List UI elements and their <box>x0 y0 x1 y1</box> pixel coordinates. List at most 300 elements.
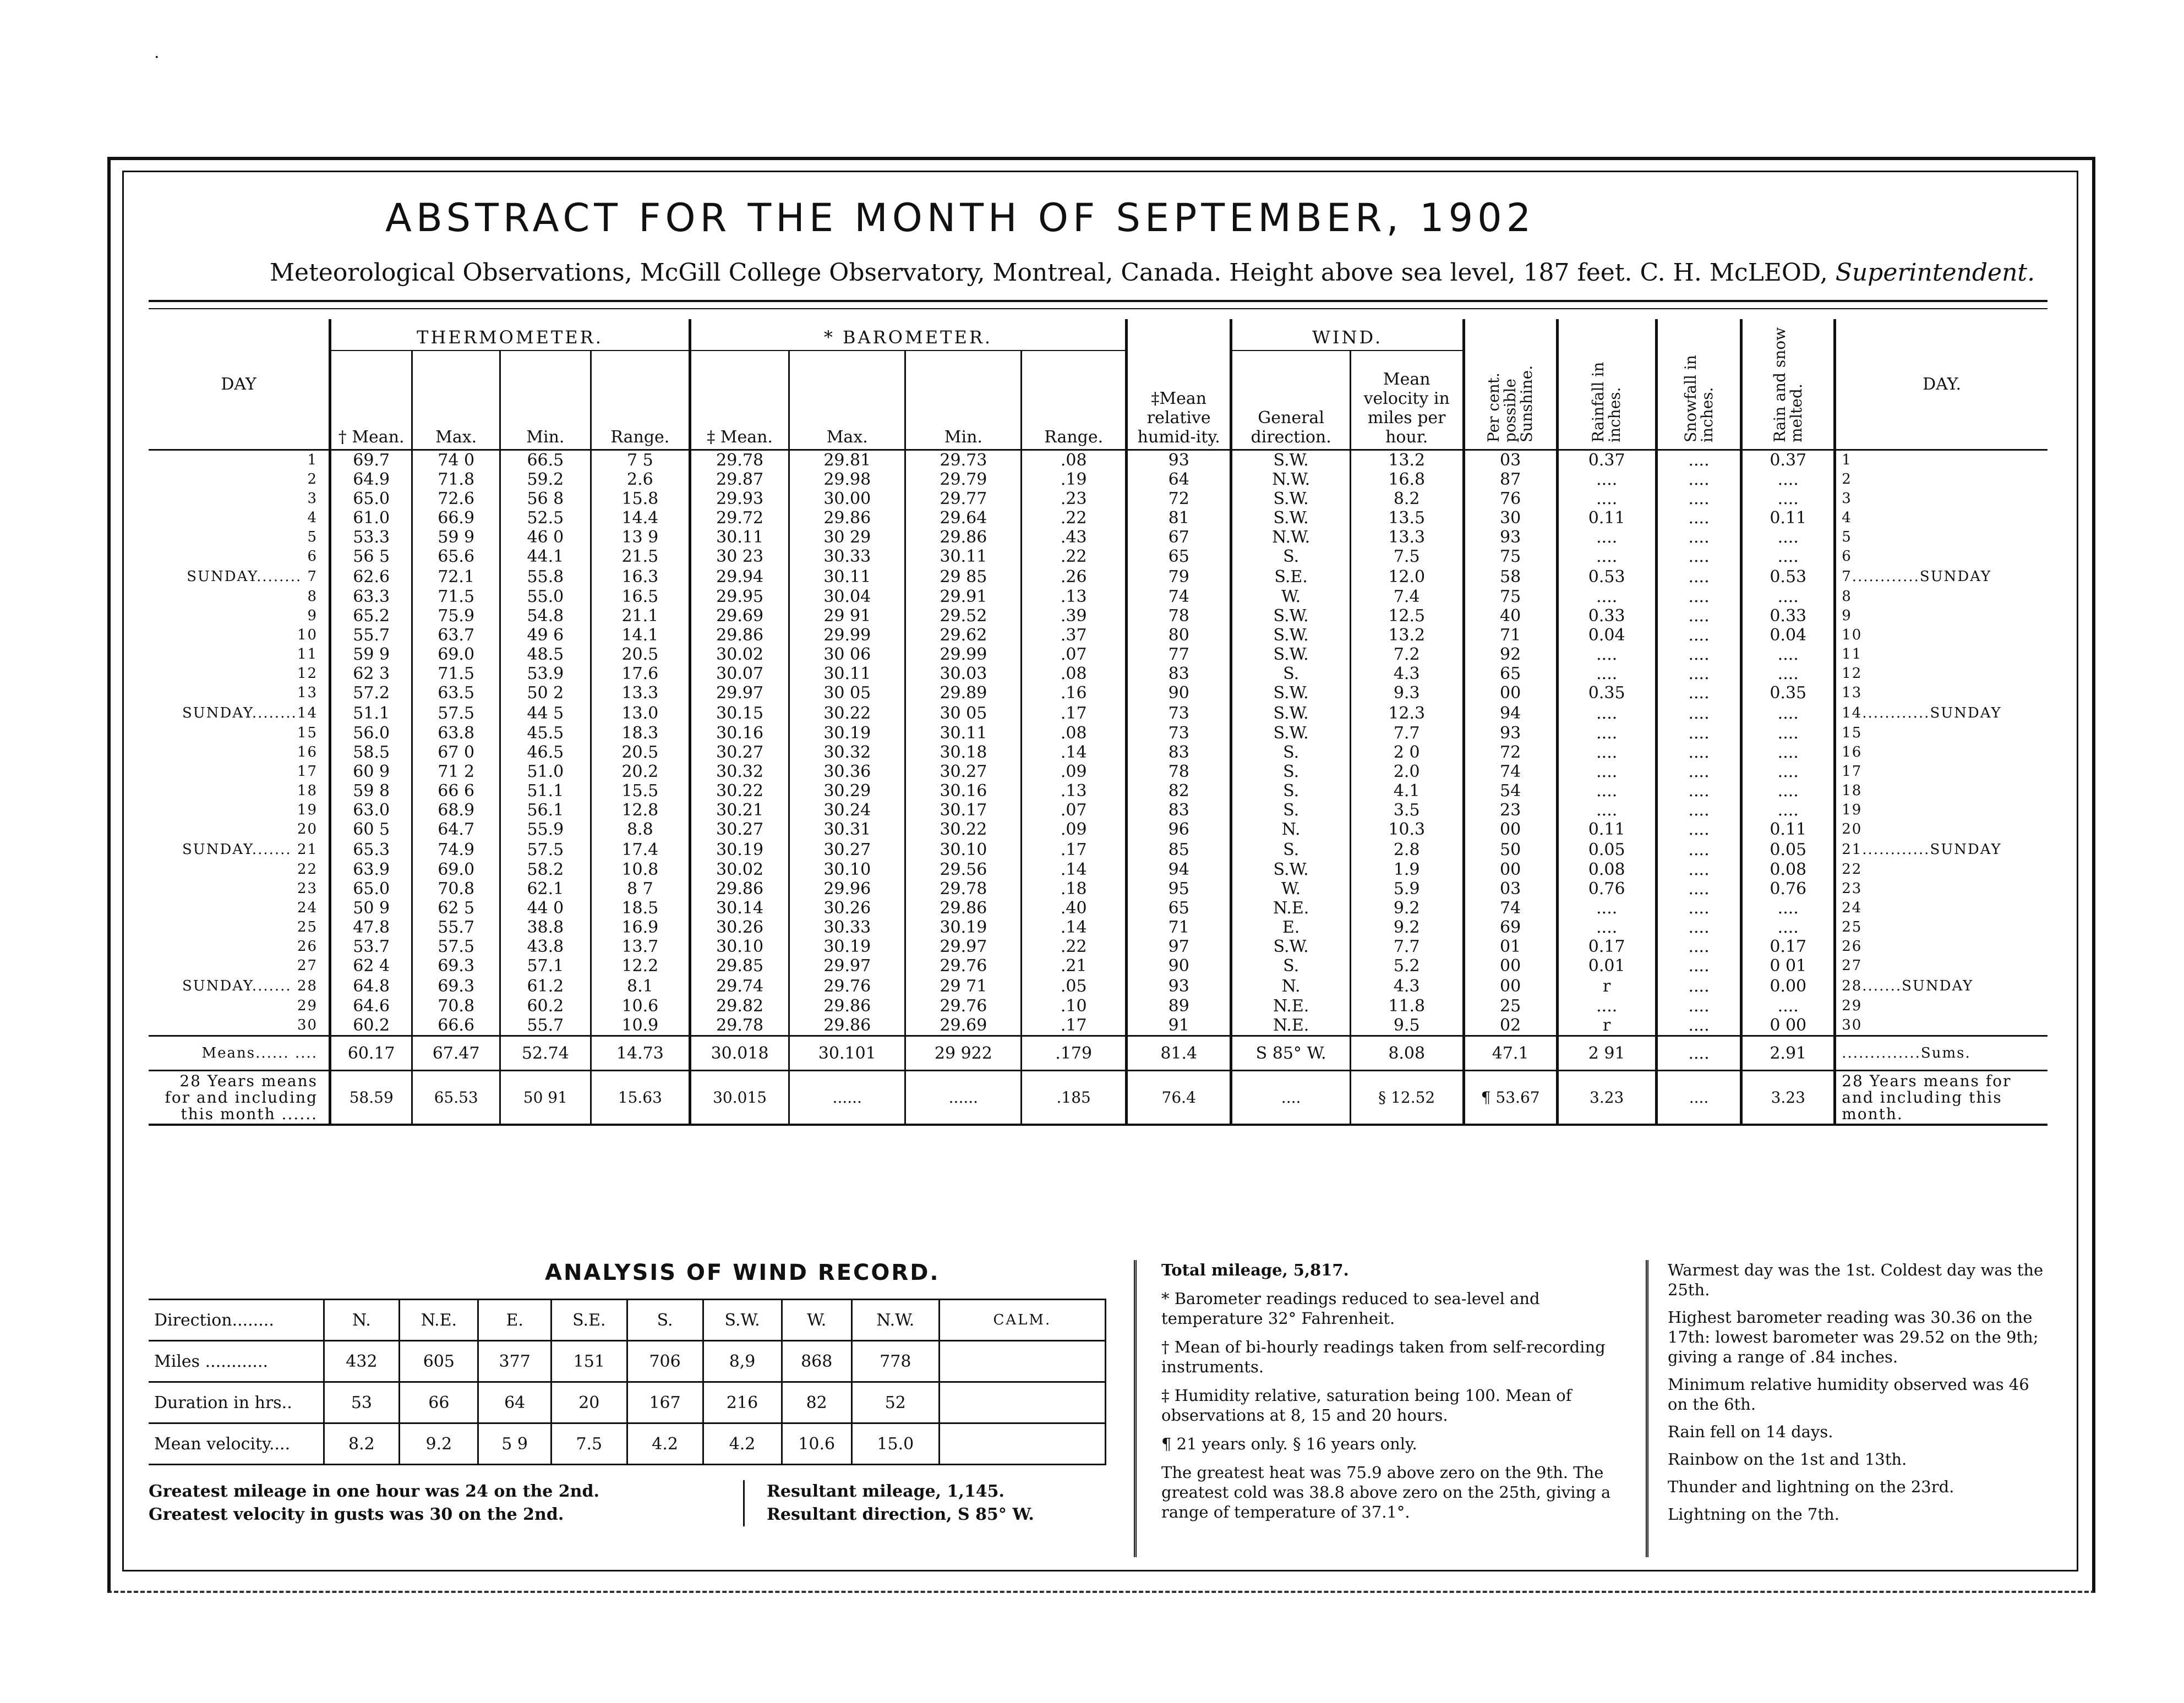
wind-cell: 53 <box>324 1382 400 1423</box>
cell-bmax: 29.99 <box>789 626 905 645</box>
cell-bmax: 30.32 <box>789 743 905 762</box>
cell-trange: 20.2 <box>591 762 690 781</box>
cell-bmax: 29.81 <box>789 450 905 470</box>
cell-bmin: 30.22 <box>905 820 1022 839</box>
wind-header: WIND. <box>1231 319 1464 351</box>
cell-brange: .14 <box>1022 743 1127 762</box>
cell-trange: 21.1 <box>591 606 690 626</box>
cell-melt: 0.04 <box>1741 626 1835 645</box>
cell-brange: .08 <box>1022 724 1127 743</box>
cell-bmax: 30.19 <box>789 724 905 743</box>
cell-snow: .... <box>1656 547 1741 566</box>
cell-dir: N.E. <box>1231 996 1350 1016</box>
wind-cell: 151 <box>551 1341 627 1382</box>
cell-trange: 14.4 <box>591 508 690 528</box>
cell-sun: 25 <box>1464 996 1557 1016</box>
note-rain-days: Rain fell on 14 days. <box>1668 1422 1833 1441</box>
cell-snow: .... <box>1656 528 1741 547</box>
cell-bmin: 29.97 <box>905 937 1022 956</box>
cell-trange: 10.6 <box>591 996 690 1016</box>
cell-bmin: 30.11 <box>905 724 1022 743</box>
cell-bmax: 30.19 <box>789 937 905 956</box>
cell-tmin: 58.2 <box>500 860 591 879</box>
cell-lday: 25 <box>297 919 318 935</box>
cell-vel: 13.5 <box>1350 508 1464 528</box>
cell-lday: 26 <box>297 938 318 955</box>
cell-brange: .09 <box>1022 820 1127 839</box>
cell-lday: SUNDAY........ 7 <box>187 568 318 585</box>
cell-snow: .... <box>1656 899 1741 918</box>
cell-dir: S.W. <box>1231 683 1350 703</box>
cell-dir: N. <box>1231 976 1350 996</box>
cell-bmean: 30.15 <box>690 703 789 724</box>
cell-hum: 78 <box>1126 606 1231 626</box>
cell-hum: 78 <box>1126 762 1231 781</box>
cell-vel: 2.0 <box>1350 762 1464 781</box>
observations-table <box>149 319 2048 1126</box>
cell-tmean: 64.8 <box>330 976 412 996</box>
cell-rday: 17 <box>1835 762 2048 781</box>
cell-brange: .39 <box>1022 606 1127 626</box>
cell-snow: .... <box>1656 626 1741 645</box>
cell-melt: .... <box>1741 781 1835 801</box>
cell-bmax: ...... <box>789 1071 905 1125</box>
cell-melt: 0.76 <box>1741 879 1835 899</box>
cell-bmin: 29.56 <box>905 860 1022 879</box>
cell-lday: 30 <box>297 1017 318 1033</box>
cell-melt: 0.00 <box>1741 976 1835 996</box>
table-row <box>149 645 2048 664</box>
cell-dir: S.W. <box>1231 508 1350 528</box>
cell-hum: 96 <box>1126 820 1231 839</box>
cell-dir: S. <box>1231 801 1350 820</box>
cell-rday: 8 <box>1835 587 2048 606</box>
cell-vel: 4.3 <box>1350 976 1464 996</box>
cell-bmean: 30.26 <box>690 918 789 937</box>
cell-brange: .08 <box>1022 664 1127 683</box>
table-row <box>149 450 2048 470</box>
cell-bmin: 30.19 <box>905 918 1022 937</box>
cell-melt: 0.53 <box>1741 566 1835 587</box>
cell-bmean: 29.93 <box>690 489 789 508</box>
cell-sun: 87 <box>1464 470 1557 489</box>
cell-rday: 20 <box>1835 820 2048 839</box>
cell-lday: SUNDAY........14 <box>182 704 318 721</box>
cell-sun: 93 <box>1464 528 1557 547</box>
cell-brange: .14 <box>1022 860 1127 879</box>
cell-dir: S.W. <box>1231 703 1350 724</box>
cell-tmin: 51.1 <box>500 781 591 801</box>
cell-lday: 17 <box>297 763 318 780</box>
cell-lday: 8 <box>307 588 318 605</box>
cell-hum: 65 <box>1126 899 1231 918</box>
cell-bmin: 29.77 <box>905 489 1022 508</box>
wind-cell: 10.6 <box>782 1423 851 1465</box>
cell-brange: .08 <box>1022 450 1127 470</box>
cell-sun: 92 <box>1464 645 1557 664</box>
cell-rain: .... <box>1557 918 1656 937</box>
cell-dir: S. <box>1231 664 1350 683</box>
cell-dir: S. <box>1231 956 1350 976</box>
cell-snow: .... <box>1656 1036 1741 1071</box>
cell-snow: .... <box>1656 703 1741 724</box>
cell-bmin: 29.86 <box>905 528 1022 547</box>
cell-tmin: 60.2 <box>500 996 591 1016</box>
cell-rain: 0.05 <box>1557 839 1656 860</box>
snowfall-header: Snowfall in inches. <box>1656 319 1741 450</box>
cell-hum: 91 <box>1126 1016 1231 1036</box>
cell-tmean: 53.7 <box>330 937 412 956</box>
cell-sun: 03 <box>1464 450 1557 470</box>
table-row <box>149 781 2048 801</box>
wind-cell: 9.2 <box>400 1423 478 1465</box>
cell-bmin: 29.73 <box>905 450 1022 470</box>
cell-snow: .... <box>1656 976 1741 996</box>
cell-bmean: 30.27 <box>690 820 789 839</box>
cell-tmin: 46.5 <box>500 743 591 762</box>
wind-record-table <box>149 1299 1106 1465</box>
cell-melt: 0.35 <box>1741 683 1835 703</box>
cell-tmin: 55.8 <box>500 566 591 587</box>
cell-bmax: 30 06 <box>789 645 905 664</box>
cell-dir: S. <box>1231 781 1350 801</box>
cell-sun: 30 <box>1464 508 1557 528</box>
cell-rain: .... <box>1557 664 1656 683</box>
cell-bmean: 30.015 <box>690 1071 789 1125</box>
cell-bmax: 30.22 <box>789 703 905 724</box>
cell-vel: 7.4 <box>1350 587 1464 606</box>
cell-dir: S.W. <box>1231 626 1350 645</box>
table-row <box>149 587 2048 606</box>
wind-cell: 605 <box>400 1341 478 1382</box>
cell-dir: S. <box>1231 743 1350 762</box>
cell-bmean: 30.02 <box>690 645 789 664</box>
cell-rday: 3 <box>1835 489 2048 508</box>
wind-velocity-row <box>149 1423 1106 1465</box>
cell-melt: 0.33 <box>1741 606 1835 626</box>
cell-snow: .... <box>1656 566 1741 587</box>
cell-bmean: 30.10 <box>690 937 789 956</box>
cell-tmean: 56 5 <box>330 547 412 566</box>
cell-tmin: 44 5 <box>500 703 591 724</box>
cell-tmax: 63.8 <box>412 724 500 743</box>
cell-tmax: 62 5 <box>412 899 500 918</box>
cell-bmin: 30.27 <box>905 762 1022 781</box>
cell-vel: 7.7 <box>1350 937 1464 956</box>
table-row <box>149 801 2048 820</box>
cell-hum: 73 <box>1126 703 1231 724</box>
cell-sun: 71 <box>1464 626 1557 645</box>
cell-vel: 13.2 <box>1350 450 1464 470</box>
cell-rday: 7............SUNDAY <box>1835 566 2048 587</box>
cell-rain: .... <box>1557 724 1656 743</box>
cell-bmax: 30.10 <box>789 860 905 879</box>
cell-bmin: 29.62 <box>905 626 1022 645</box>
cell-melt: .... <box>1741 587 1835 606</box>
cell-tmean: 57.2 <box>330 683 412 703</box>
table-row <box>149 626 2048 645</box>
table-row <box>149 724 2048 743</box>
cell-brange: .179 <box>1022 1036 1127 1071</box>
cell-lday: 11 <box>297 646 318 662</box>
cell-hum: 65 <box>1126 547 1231 566</box>
cell-rain: .... <box>1557 587 1656 606</box>
cell-melt: .... <box>1741 703 1835 724</box>
divider-right <box>1646 1260 1648 1557</box>
cell-bmean: 29.97 <box>690 683 789 703</box>
cell-melt: 2.91 <box>1741 1036 1835 1071</box>
cell-trange: 8.8 <box>591 820 690 839</box>
cell-bmax: 29.98 <box>789 470 905 489</box>
thermo-max-header: Max. <box>412 351 500 450</box>
cell-tmin: 57.1 <box>500 956 591 976</box>
cell-vel: 7.5 <box>1350 547 1464 566</box>
wind-cell: 778 <box>851 1341 939 1382</box>
cell-bmax: 30 05 <box>789 683 905 703</box>
wind-cell: 706 <box>627 1341 703 1382</box>
cell-bmean: 29.69 <box>690 606 789 626</box>
cell-sun: 00 <box>1464 860 1557 879</box>
cell-hum: 76.4 <box>1126 1071 1231 1125</box>
cell-tmin: 50 2 <box>500 683 591 703</box>
cell-bmin: 29.86 <box>905 899 1022 918</box>
cell-brange: .13 <box>1022 781 1127 801</box>
cell-tmin: 44.1 <box>500 547 591 566</box>
cell-tmean: 47.8 <box>330 918 412 937</box>
bottom-section <box>149 1260 2048 1557</box>
cell-hum: 83 <box>1126 801 1231 820</box>
cell-sun: 03 <box>1464 879 1557 899</box>
cell-rday: 24 <box>1835 899 2048 918</box>
cell-sun: 58 <box>1464 566 1557 587</box>
cell-lday: SUNDAY....... 28 <box>182 977 318 994</box>
cell-vel: 5.9 <box>1350 879 1464 899</box>
cell-brange: .19 <box>1022 470 1127 489</box>
cell-bmax: 30.36 <box>789 762 905 781</box>
notes-right <box>1668 1260 2048 1532</box>
cell-sun: 40 <box>1464 606 1557 626</box>
cell-bmax: 30.29 <box>789 781 905 801</box>
table-row <box>149 937 2048 956</box>
cell-tmax: 66.9 <box>412 508 500 528</box>
table-row <box>149 743 2048 762</box>
cell-hum: 90 <box>1126 956 1231 976</box>
cell-rday: 9 <box>1835 606 2048 626</box>
cell-trange: 16.9 <box>591 918 690 937</box>
cell-bmin: 29 71 <box>905 976 1022 996</box>
cell-brange: .22 <box>1022 547 1127 566</box>
cell-hum: 82 <box>1126 781 1231 801</box>
resultant-direction-note: Resultant direction, S 85° W. <box>767 1505 1034 1524</box>
cell-tmean: 56.0 <box>330 724 412 743</box>
cell-bmin: 30.10 <box>905 839 1022 860</box>
cell-bmax: 30.11 <box>789 664 905 683</box>
cell-snow: .... <box>1656 1071 1741 1125</box>
cell-brange: .17 <box>1022 1016 1127 1036</box>
cell-dir: S. <box>1231 762 1350 781</box>
wind-row-label: Direction........ <box>149 1300 324 1341</box>
table-row <box>149 470 2048 489</box>
cell-bmin: 29 85 <box>905 566 1022 587</box>
cell-tmax: 67 0 <box>412 743 500 762</box>
cell-sun: 23 <box>1464 801 1557 820</box>
cell-tmean: 53.3 <box>330 528 412 547</box>
cell-melt: .... <box>1741 645 1835 664</box>
cell-bmean: 30.018 <box>690 1036 789 1071</box>
greatest-velocity-note: Greatest velocity in gusts was 30 on the 2nd. <box>149 1505 564 1524</box>
cell-trange: 10.8 <box>591 860 690 879</box>
cell-tmin: 45.5 <box>500 724 591 743</box>
cell-melt: 0 00 <box>1741 1016 1835 1036</box>
cell-lday: 9 <box>307 607 318 624</box>
table-row <box>149 762 2048 781</box>
wind-cell <box>939 1382 1105 1423</box>
wind-cell <box>939 1341 1105 1382</box>
cell-bmean: 29.72 <box>690 508 789 528</box>
cell-brange: .05 <box>1022 976 1127 996</box>
cell-trange: 7 5 <box>591 450 690 470</box>
cell-vel: 1.9 <box>1350 860 1464 879</box>
cell-bmax: 30.24 <box>789 801 905 820</box>
cell-snow: .... <box>1656 606 1741 626</box>
cell-bmin: 30 05 <box>905 703 1022 724</box>
wind-cell: 4.2 <box>703 1423 782 1465</box>
wind-cell: 8.2 <box>324 1423 400 1465</box>
cell-melt: .... <box>1741 547 1835 566</box>
wind-cell: 8,9 <box>703 1341 782 1382</box>
cell-rain: .... <box>1557 899 1656 918</box>
cell-melt: .... <box>1741 528 1835 547</box>
cell-trange: 8.1 <box>591 976 690 996</box>
cell-snow: .... <box>1656 489 1741 508</box>
cell-tmean: 60.2 <box>330 1016 412 1036</box>
cell-lday: 13 <box>297 685 318 701</box>
cell-trange: 21.5 <box>591 547 690 566</box>
cell-tmean: 50 9 <box>330 899 412 918</box>
barometer-header: * BAROMETER. <box>690 319 1126 351</box>
cell-trange: 14.1 <box>591 626 690 645</box>
cell-lday: 18 <box>297 782 318 799</box>
cell-bmean: 30.14 <box>690 899 789 918</box>
cell-rain: .... <box>1557 528 1656 547</box>
cell-dir: N.W. <box>1231 528 1350 547</box>
cell-tmax: 63.7 <box>412 626 500 645</box>
subtitle-text: Meteorological Observations, McGill College Observatory, Montreal, Canada. Height above sea level, 187 feet. C. H. McLEOD, <box>270 259 1828 287</box>
cell-rday: 19 <box>1835 801 2048 820</box>
cell-brange: .18 <box>1022 879 1127 899</box>
cell-tmean: 65.3 <box>330 839 412 860</box>
cell-tmax: 65.6 <box>412 547 500 566</box>
cell-tmax: 71.5 <box>412 587 500 606</box>
cell-tmax: 66 6 <box>412 781 500 801</box>
cell-brange: .37 <box>1022 626 1127 645</box>
cell-melt: .... <box>1741 470 1835 489</box>
cell-hum: 93 <box>1126 976 1231 996</box>
cell-lday: 3 <box>307 490 318 507</box>
cell-tmin: 59.2 <box>500 470 591 489</box>
cell-trange: 18.5 <box>591 899 690 918</box>
cell-tmax: 72.1 <box>412 566 500 587</box>
note-heat-cold: The greatest heat was 75.9 above zero on the 9th. The greatest cold was 38.8 above zero on the 25th, giving a range of temperature of 37.1°. <box>1161 1463 1611 1521</box>
cell-snow: .... <box>1656 645 1741 664</box>
cell-hum: 89 <box>1126 996 1231 1016</box>
cell-rday: 1 <box>1835 450 2048 470</box>
wind-duration-row <box>149 1382 1106 1423</box>
cell-dir: S 85° W. <box>1231 1036 1350 1071</box>
cell-tmin: 55.9 <box>500 820 591 839</box>
cell-sun: 74 <box>1464 899 1557 918</box>
cell-rday: 2 <box>1835 470 2048 489</box>
cell-bmean: 30.32 <box>690 762 789 781</box>
cell-rday: 16 <box>1835 743 2048 762</box>
cell-bmean: 29.78 <box>690 1016 789 1036</box>
cell-rain: 0.37 <box>1557 450 1656 470</box>
cell-melt: .... <box>1741 899 1835 918</box>
cell-lday: 27 <box>297 957 318 974</box>
cell-dir: S.E. <box>1231 566 1350 587</box>
cell-vel: 9.2 <box>1350 918 1464 937</box>
cell-tmean: 69.7 <box>330 450 412 470</box>
cell-melt: .... <box>1741 918 1835 937</box>
cell-melt: .... <box>1741 801 1835 820</box>
cell-lday: 29 <box>297 998 318 1014</box>
cell-bmean: 30.11 <box>690 528 789 547</box>
cell-snow: .... <box>1656 781 1741 801</box>
cell-vel: 2 0 <box>1350 743 1464 762</box>
notes-middle <box>1161 1260 1646 1531</box>
cell-bmean: 30.27 <box>690 743 789 762</box>
cell-tmean: 59 9 <box>330 645 412 664</box>
cell-tmin: 53.9 <box>500 664 591 683</box>
cell-dir: N.E. <box>1231 899 1350 918</box>
cell-tmean: 63.9 <box>330 860 412 879</box>
wind-cell: CALM. <box>939 1300 1105 1341</box>
cell-dir: N. <box>1231 820 1350 839</box>
cell-lday: 19 <box>297 802 318 818</box>
cell-dir: S.W. <box>1231 450 1350 470</box>
cell-rain: 0.53 <box>1557 566 1656 587</box>
cell-tmean: 62.6 <box>330 566 412 587</box>
cell-sun: 76 <box>1464 489 1557 508</box>
cell-trange: 13.0 <box>591 703 690 724</box>
cell-rday: 10 <box>1835 626 2048 645</box>
cell-rday: 27 <box>1835 956 2048 976</box>
cell-trange: 12.2 <box>591 956 690 976</box>
cell-hum: 74 <box>1126 587 1231 606</box>
cell-dir: S.W. <box>1231 860 1350 879</box>
cell-tmin: 43.8 <box>500 937 591 956</box>
cell-tmean: 55.7 <box>330 626 412 645</box>
note-thunder: Thunder and lightning on the 23rd. <box>1668 1477 1954 1496</box>
cell-tmax: 67.47 <box>412 1036 500 1071</box>
cell-trange: 13 9 <box>591 528 690 547</box>
cell-snow: .... <box>1656 918 1741 937</box>
cell-tmax: 57.5 <box>412 703 500 724</box>
cell-tmax: 70.8 <box>412 996 500 1016</box>
cell-brange: .07 <box>1022 645 1127 664</box>
cell-rain: .... <box>1557 703 1656 724</box>
sunshine-header: Per cent. possible Sunshine. <box>1464 319 1557 450</box>
wind-cell: 432 <box>324 1341 400 1382</box>
cell-tmin: 52.5 <box>500 508 591 528</box>
cell-bmax: 29.76 <box>789 976 905 996</box>
cell-vel: 10.3 <box>1350 820 1464 839</box>
thermo-range-header: Range. <box>591 351 690 450</box>
cell-tmax: 69.0 <box>412 860 500 879</box>
cell-dir: S.W. <box>1231 645 1350 664</box>
cell-trange: 13.3 <box>591 683 690 703</box>
cell-rday: 30 <box>1835 1016 2048 1036</box>
